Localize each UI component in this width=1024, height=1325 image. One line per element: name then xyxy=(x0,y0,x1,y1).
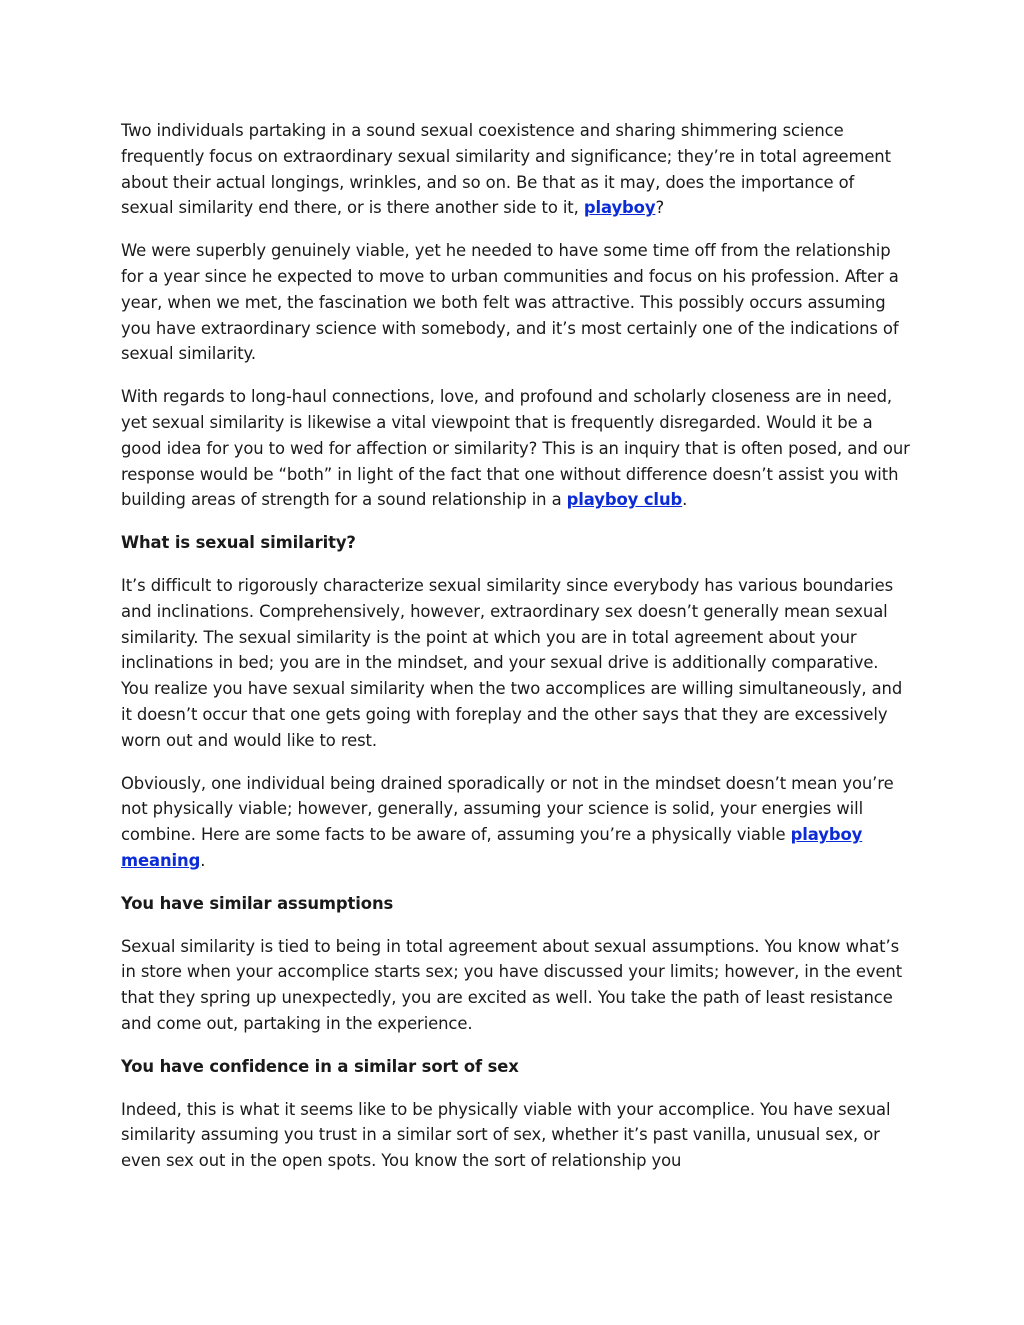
paragraph-long-haul xyxy=(121,384,911,513)
paragraph-definition: It’s difficult to rigorously characterize sexual similarity since everybody has various boundaries and inclinations. Comprehensively, however, extraordinary sex doesn’t generally mean sexual similarity. The sexual similarity is the point at which you are in total agreement about your inclinations in bed; you are in the mindset, and your sexual drive is additionally comparative. You realize you have sexual similarity when the two accomplices are willing simultaneously, and it doesn’t occur that one gets going with foreplay and the other says that they are excessively worn out and would like to rest. xyxy=(121,575,903,750)
playboy-club-link[interactable]: playboy club xyxy=(566,490,683,510)
paragraph-text: With regards to long-haul connections, love, and profound and scholarly closeness are in need, yet sexual similarity is likewise a vital viewpoint that is frequently disregarded. Would it be a good idea for you to wed for affection or similarity? This is an inquiry that is often posed, and our response would be “both” in light of the fact that one without difference doesn’t assist you with building areas of strength for a sound relationship in a xyxy=(121,387,910,510)
paragraph-intro xyxy=(121,118,911,221)
paragraph-text: . xyxy=(682,490,688,510)
paragraph-sort-of-sex: Indeed, this is what it seems like to be physically viable with your accomplice. You have sexual similarity assuming you trust in a similar sort of sex, whether it’s past vanilla, unusual sex, or even sex out in the open spots. You know the sort of relationship you xyxy=(121,1099,891,1171)
heading-what-is-sexual-similarity: What is sexual similarity? xyxy=(121,533,356,553)
paragraph-text: ? xyxy=(655,198,665,218)
playboy-meaning-link[interactable]: playboy meaning xyxy=(121,825,863,870)
paragraph-relationship: We were superbly genuinely viable, yet he needed to have some time off from the relationship for a year since he expected to move to urban communities and focus on his profession. After a year, when we met, the fascination we both felt was attractive. This possibly occurs assuming you have extraordinary science with somebody, and it’s most certainly one of the indications of sexual similarity. xyxy=(121,241,899,364)
paragraph-text: . xyxy=(200,850,206,870)
heading-similar-sort-of-sex: You have confidence in a similar sort of sex xyxy=(121,1056,519,1076)
heading-similar-assumptions: You have similar assumptions xyxy=(121,893,394,913)
paragraph-obviously xyxy=(121,771,911,874)
document-page xyxy=(121,118,911,1191)
paragraph-text: Two individuals partaking in a sound sexual coexistence and sharing shimmering science frequently focus on extraordinary sexual similarity and significance; they’re in total agreement about their actual longings, wrinkles, and so on. Be that as it may, does the importance of sexual similarity end there, or is there another side to it, xyxy=(121,121,891,218)
paragraph-assumptions: Sexual similarity is tied to being in total agreement about sexual assumptions. You know what’s in store when your accomplice starts sex; you have discussed your limits; however, in the event that they spring up unexpectedly, you are excited as well. You take the path of least resistance and come out, partaking in the experience. xyxy=(121,936,903,1033)
paragraph-text: Obviously, one individual being drained sporadically or not in the mindset doesn’t mean you’re not physically viable; however, generally, assuming your science is solid, your energies will combine. Here are some facts to be aware of, assuming you’re a physically viable xyxy=(121,773,894,845)
playboy-link[interactable]: playboy xyxy=(583,198,656,218)
